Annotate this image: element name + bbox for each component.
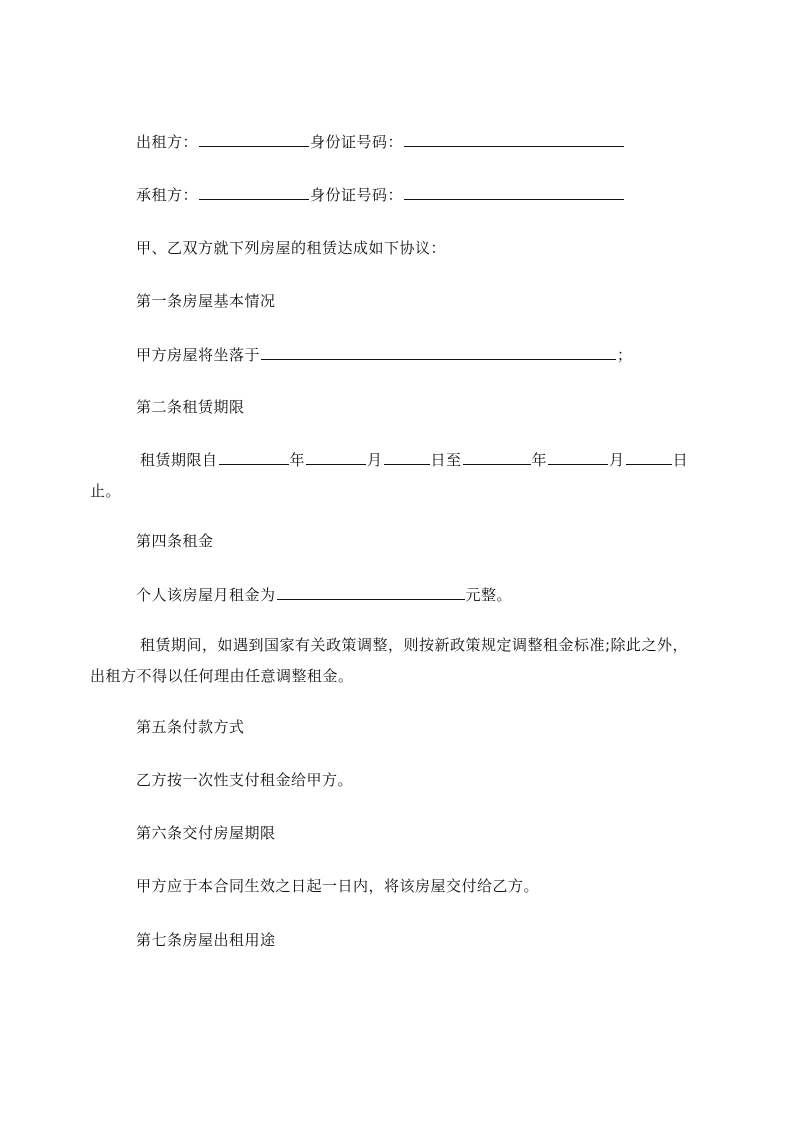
article5-title: 第五条付款方式 [136, 718, 245, 736]
rent-amount-blank[interactable] [277, 584, 465, 600]
term-end: 止。 [90, 482, 122, 500]
article6-title: 第六条交付房屋期限 [136, 824, 276, 842]
month-label-2: 月 [609, 451, 625, 469]
lessee-id-blank[interactable] [404, 184, 624, 200]
rent-suffix: 元整。 [465, 586, 513, 604]
article4-adjust-paragraph [90, 630, 700, 692]
article4-rent-line [136, 584, 512, 605]
end-month-blank[interactable] [548, 449, 608, 465]
start-month-blank[interactable] [306, 449, 366, 465]
article7-title: 第七条房屋出租用途 [136, 931, 276, 949]
lessor-id-label: 身份证号码： [310, 133, 404, 151]
article1-title: 第一条房屋基本情况 [136, 292, 276, 310]
end-day-blank[interactable] [626, 449, 672, 465]
location-suffix: ； [617, 346, 633, 364]
lessee-label: 承租方： [136, 186, 199, 204]
location-blank[interactable] [261, 344, 616, 360]
day-label-1: 日至 [430, 451, 462, 469]
location-prefix: 甲方房屋将坐落于 [136, 346, 261, 364]
article2-title: 第二条租赁期限 [136, 398, 245, 416]
article4-title: 第四条租金 [136, 532, 214, 550]
start-year-blank[interactable] [219, 449, 289, 465]
rent-adjust-text: 租赁期间，如遇到国家有关政策调整，则按新政策规定调整租金标准;除此之外，出租方不得以任何理由任意调整租金。 [90, 636, 689, 685]
lessee-id-label: 身份证号码： [310, 186, 404, 204]
day-label-2: 日 [672, 451, 689, 469]
lessee-line [136, 184, 625, 205]
intro-text: 甲、乙双方就下列房屋的租赁达成如下协议： [136, 239, 447, 257]
lessor-label: 出租方： [136, 133, 199, 151]
year-label-1: 年 [289, 451, 306, 469]
lessee-name-blank[interactable] [199, 184, 309, 200]
article6-text: 甲方应于本合同生效之日起一日内，将该房屋交付给乙方。 [136, 877, 540, 895]
lessor-line [136, 131, 625, 152]
term-prefix: 租赁期限自 [140, 451, 218, 469]
year-label-2: 年 [531, 451, 548, 469]
lessor-id-blank[interactable] [404, 131, 624, 147]
start-day-blank[interactable] [384, 449, 430, 465]
end-year-blank[interactable] [463, 449, 531, 465]
article5-text: 乙方按一次性支付租金给甲方。 [136, 771, 354, 789]
rent-prefix: 个人该房屋月租金为 [136, 586, 276, 604]
lessor-name-blank[interactable] [199, 131, 309, 147]
article1-location-line [136, 344, 633, 365]
article2-term-paragraph [90, 445, 700, 507]
month-label-1: 月 [367, 451, 383, 469]
